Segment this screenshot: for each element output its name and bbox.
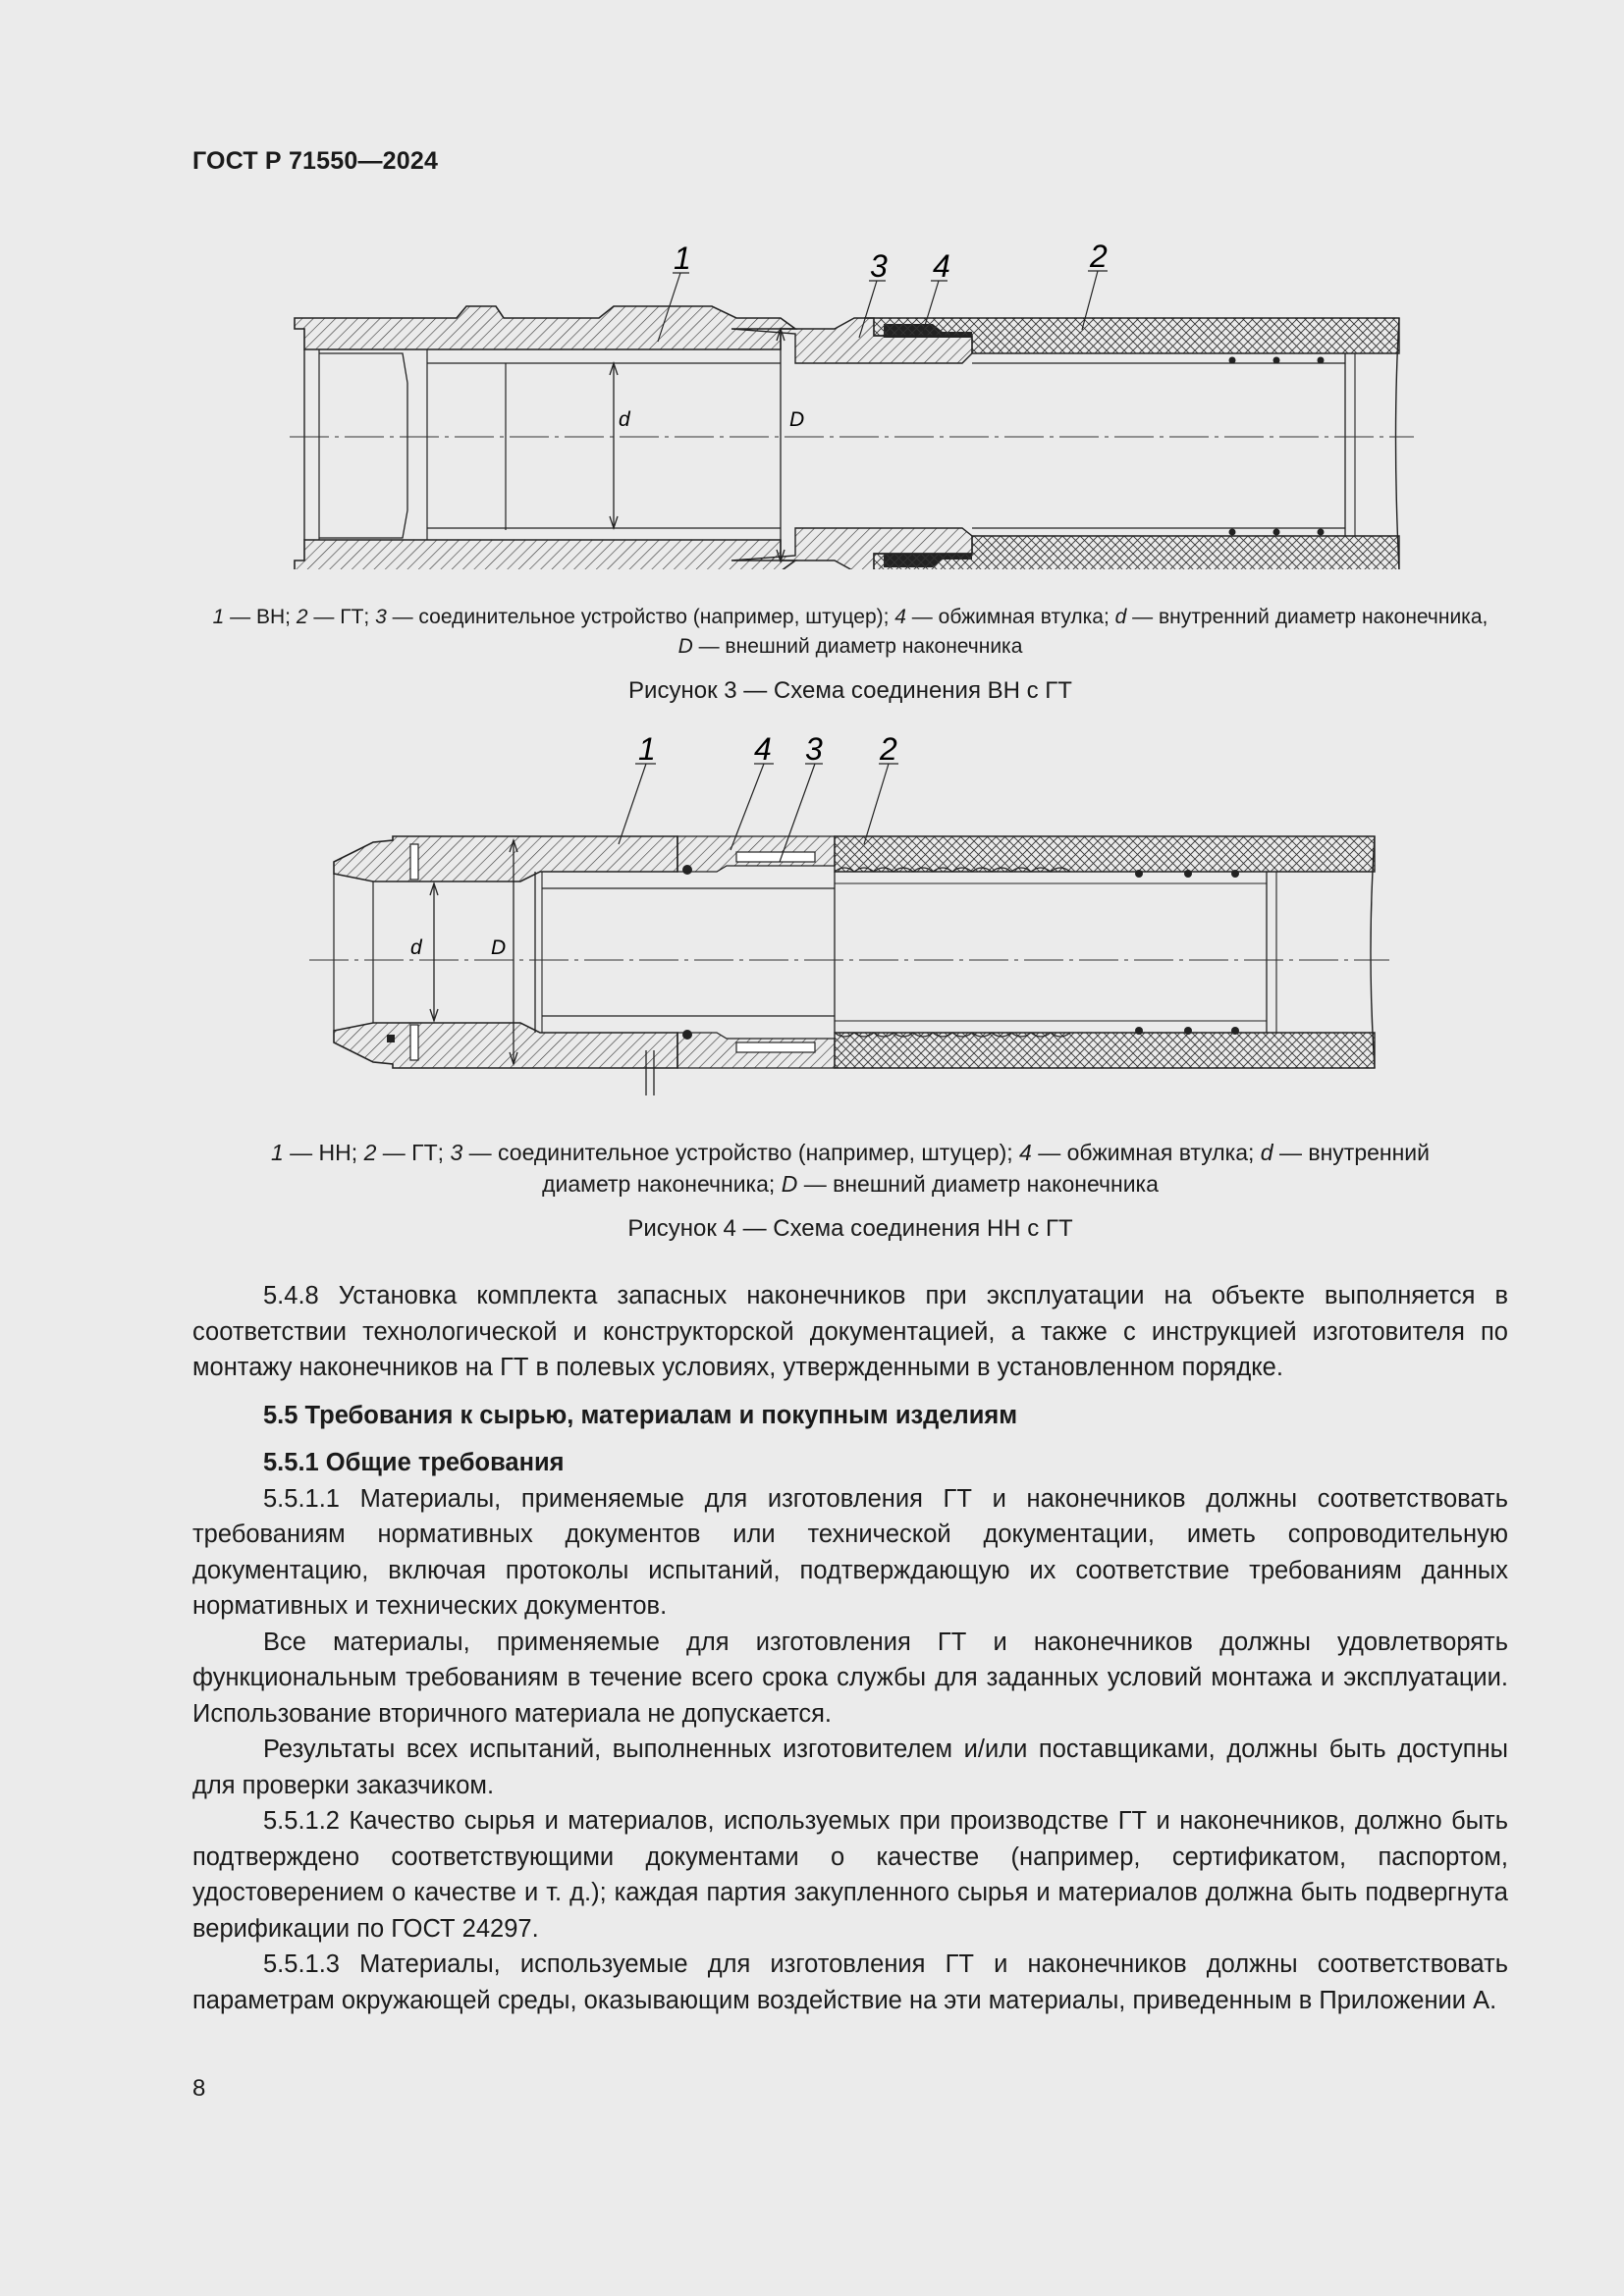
figure-3-legend: 1 — ВН; 2 — ГТ; 3 — соединительное устройство (например, штуцер); 4 — обжимная втулка; d — внутренний диаметр наконечника, D — внешний диаметр наконечника [212,606,1489,658]
fig4-tip-bottom [334,1023,677,1068]
fig4-dim-inner: d [410,936,422,959]
paragraph-5-5-1-3: 5.5.1.3 Материалы, используемые для изготовления ГТ и наконечников должны соответствовать параметрам окружающей среды, оказывающим воздействие на эти материалы, приведенным в Приложении А. [192,1950,1508,2014]
fig4-hose-bottom [835,1033,1375,1068]
page-number: 8 [192,2075,206,2102]
paragraph-test-results: Результаты всех испытаний, выполненных изготовителем и/или поставщиками, должны быть доступны для проверки заказчиком. [192,1735,1508,1799]
paragraph-5-5-1-2: 5.5.1.2 Качество сырья и материалов, используемых при производстве ГТ и наконечников, должно быть подтверждено соответствующими документами о качестве (например, сертификатом, паспортом, удостоверением о качестве и т. д.); каждая партия закупленного сырья и материалов должна быть подвергнута верификации по ГОСТ 24297. [192,1807,1508,1943]
document-code: ГОСТ Р 71550—2024 [192,147,439,175]
figure-4-drawing [285,726,1404,1099]
fig3-callout-2: 2 [1090,239,1108,274]
fig4-callout-3: 3 [805,731,823,767]
fig4-callout-2: 2 [880,731,897,767]
paragraph-5-4-8: 5.4.8 Установка комплекта запасных наконечников при эксплуатации на объекте выполняется в соответствии технологической и конструкторской документацией, а также с инструкцией изготовителя по монтажу наконечников на ГТ в полевых условиях, утвержденными в установленном порядке. [192,1282,1508,1381]
figure-4-caption: Рисунок 4 — Схема соединения НН с ГТ [627,1215,1073,1242]
fig3-dim-outer: D [789,408,805,431]
fig3-tip-wall-top [295,306,795,349]
paragraph-5-5-1-1: 5.5.1.1 Материалы, применяемые для изготовления ГТ и наконечников должны соответствовать требованиям нормативных документов или технической документации, иметь сопроводительную документацию, включая протоколы испытаний, подтверждающую их соответствие требованиям данных нормативных и технических документов. [192,1484,1508,1620]
figure-3-drawing [285,236,1424,569]
fig3-callout-1: 1 [674,240,691,276]
fig4-callout-1: 1 [638,731,656,767]
fig4-dim-outer: D [491,936,507,959]
figure-4-legend: 1 — НН; 2 — ГТ; 3 — соединительное устройство (например, штуцер); 4 — обжимная втулка; d — внутренний диаметр наконечника; D — внешний диаметр наконечника [270,1140,1430,1197]
fig4-tip-top [334,836,677,881]
fig3-dim-inner: d [619,408,630,431]
section-heading-5-5: 5.5 Требования к сырью, материалам и покупным изделиям [263,1401,1018,1429]
fig3-tip-wall-bottom [295,540,795,569]
fig3-callout-4: 4 [933,248,950,284]
fig4-callout-4: 4 [754,731,772,767]
fig4-hose-top [835,836,1375,872]
paragraph-all-materials: Все материалы, применяемые для изготовления ГТ и наконечников должны удовлетворять функциональным требованиям в течение всего срока службы для заданных условий монтажа и эксплуатации. Использование вторичного материала не допускается. [192,1628,1508,1728]
fig3-callout-3: 3 [870,248,888,284]
body-text [192,1278,1508,2018]
figure-3-caption: Рисунок 3 — Схема соединения ВН с ГТ [628,677,1072,704]
subsection-heading-5-5-1: 5.5.1 Общие требования [263,1449,565,1476]
